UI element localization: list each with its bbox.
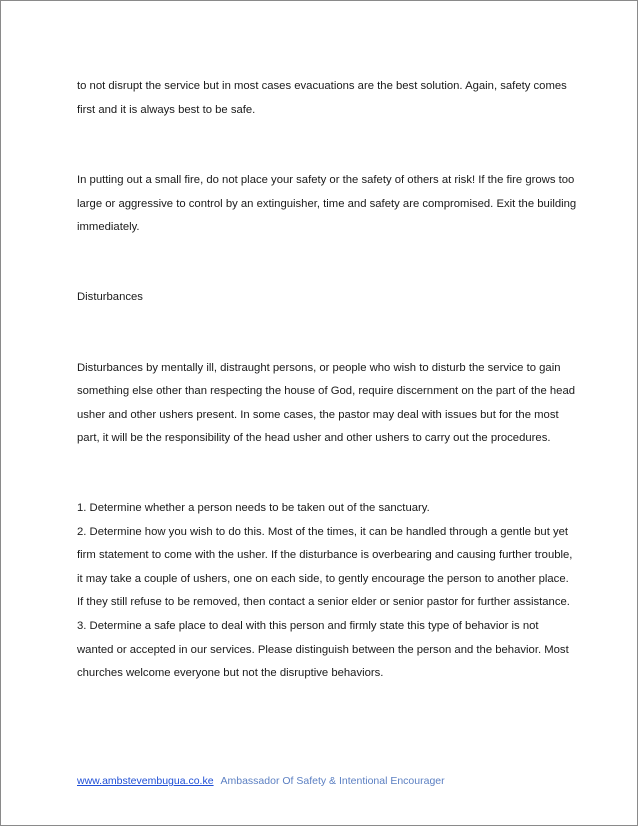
page-footer <box>77 774 445 788</box>
footer-tagline: Ambassador Of Safety & Intentional Encourager <box>220 775 445 787</box>
step-3: 3. Determine a safe place to deal with this person and firmly state this type of behavior is not wanted or accepted in our services. Please distinguish between the person and the behavior. Most churches welcome everyone but not the disruptive behaviors. <box>77 619 569 680</box>
step-2: 2. Determine how you wish to do this. Most of the times, it can be handled through a gentle but yet firm statement to come with the usher. If the disturbance is overbearing and causing further trouble, it may take a couple of ushers, one on each side, to gently encourage the person to another place. If they still refuse to be removed, then contact a senior elder or senior pastor for further assistance. <box>77 525 573 609</box>
page-body <box>77 75 577 686</box>
paragraph-disturbances-intro: Disturbances by mentally ill, distraught persons, or people who wish to disturb the service to gain something else other than respecting the house of God, require discernment on the part of the head usher and other ushers present. In some cases, the pastor may deal with issues but for the most part, it will be the responsibility of the head usher and other ushers to carry out the procedures. <box>77 361 576 445</box>
paragraph-small-fire: In putting out a small fire, do not place your safety or the safety of others at risk! If the fire grows too large or aggressive to control by an extinguisher, time and safety are compromised. Exit the building immediately. <box>77 174 577 234</box>
step-1: 1. Determine whether a person needs to be taken out of the sanctuary. <box>77 501 430 514</box>
section-heading-disturbances: Disturbances <box>77 290 143 303</box>
paragraph-evacuation: to not disrupt the service but in most cases evacuations are the best solution. Again, safety comes first and it is always best to be safe. <box>77 80 567 116</box>
footer-website-link[interactable]: www.ambstevembugua.co.ke <box>77 775 214 787</box>
